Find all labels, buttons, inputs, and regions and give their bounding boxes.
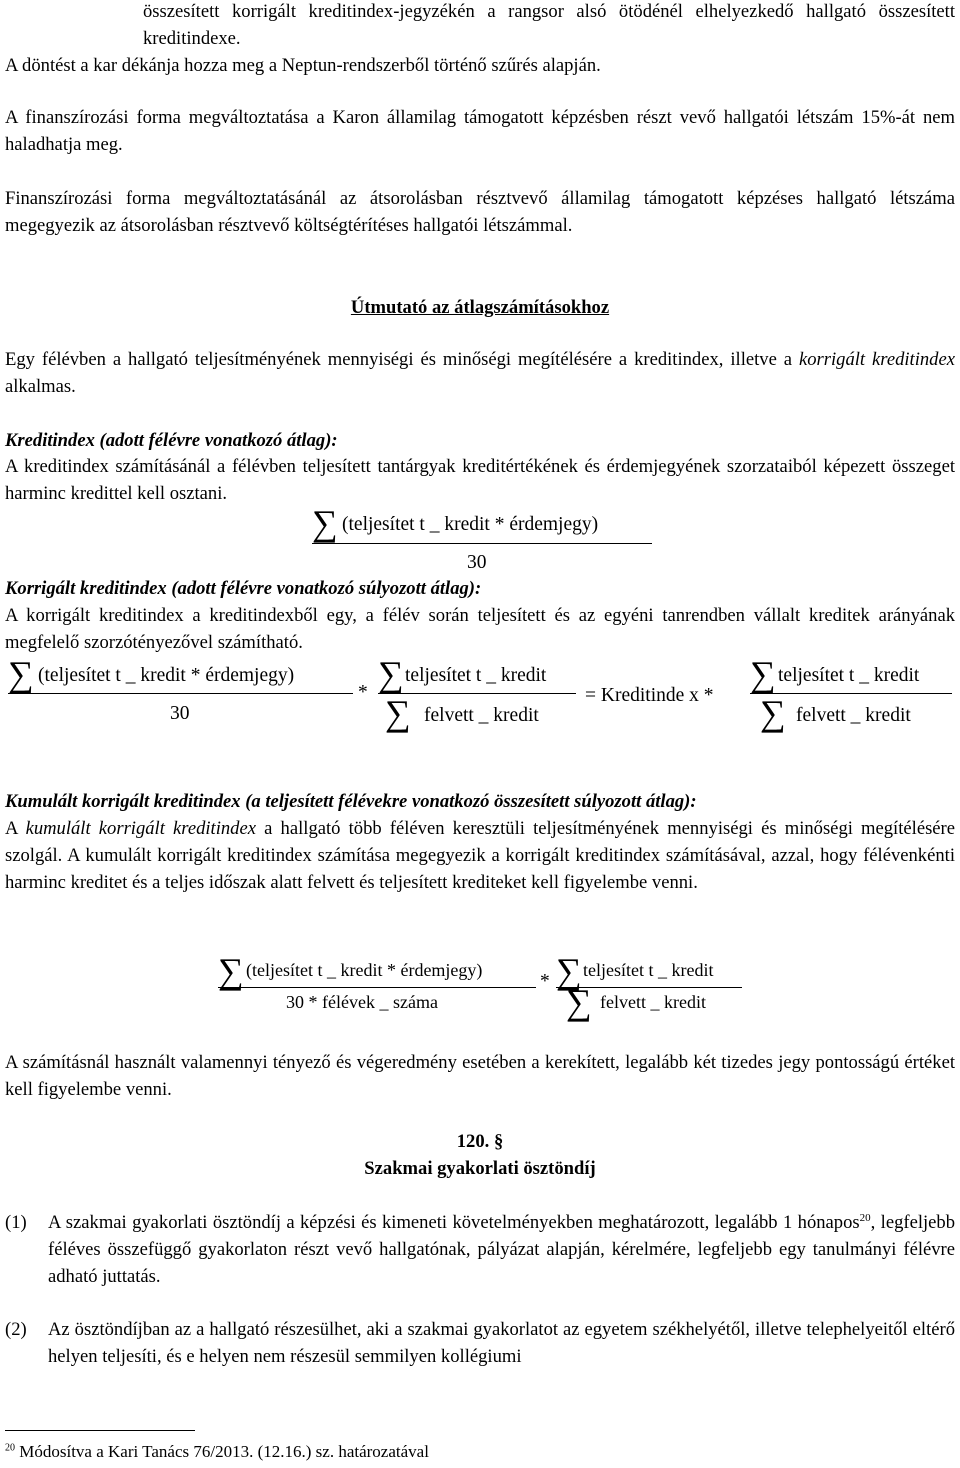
paragraph-kreditindex: A kreditindex számításánál a félévben teljesített tantárgyak kreditértékének és érdemjegyének szorzataiból képezett összeget harminc kredittel kell osztani. <box>5 456 955 504</box>
paragraph-decision: A döntést a kar dékánja hozza meg a Neptun-rendszerből történő szűrés alapján. <box>5 55 601 76</box>
times-operator: * <box>358 682 368 703</box>
formula-denominator: 30 * félévek _ száma <box>286 992 438 1012</box>
heading-kumulalt: Kumulált korrigált kreditindex (a teljesített félévekre vonatkozó összesített súlyozott átlag): <box>5 791 697 812</box>
formula-denominator: felvett _ kredit <box>796 705 911 726</box>
footnote-ref[interactable]: 20 <box>859 1211 871 1224</box>
footnote <box>5 1440 955 1464</box>
item-2: Az ösztöndíjban az a hallgató részesülhet, aki a szakmai gyakorlatot az egyetem székhelyétől, illetve telephelyeitől eltérő helyen teljesíti, és e helyen nem részesül semmilyen kollégiumi <box>48 1319 955 1367</box>
formula-numerator: (teljesítet t _ kredit * érdemjegy) <box>246 960 483 980</box>
paragraph-ranking: összesített korrigált kreditindex-jegyzékén a rangsor alsó ötödénél elhelyezkedő hallgató összesített kreditindexe. <box>143 1 955 49</box>
item-1 <box>48 1209 955 1290</box>
item-1-continuation: , legfeljebb féléves összefüggő gyakorlaton részt vevő hallgatónak, pályázat alapján, kérelmére, legfeljebb egy tanulmányi félévre adható juttatás. <box>48 1212 956 1287</box>
formula-numerator: teljesítet t _ kredit <box>583 960 714 980</box>
equals-kreditindex: = Kreditinde x * <box>585 685 714 706</box>
footnote-text: Módosítva a Kari Tanács 76/2013. (12.16.) sz. határozatával <box>19 1442 429 1461</box>
fraction-bar <box>312 543 652 544</box>
item-number: (2) <box>5 1319 27 1340</box>
paragraph-korrigalt: A korrigált kreditindex a kreditindexből egy, a félév során teljesített és az egyéni tanrendben vállalt kreditek arányának megfelelő szorzótényezővel számítható. <box>5 605 955 653</box>
times-operator: * <box>540 971 550 992</box>
sum-symbol: ∑ <box>760 693 786 733</box>
item-number: (1) <box>5 1212 27 1233</box>
sum-symbol: ∑ <box>750 654 776 694</box>
sum-symbol: ∑ <box>385 693 411 733</box>
paragraph-funding-change: Finanszírozási forma megváltoztatásánál az átsorolásban résztvevő államilag támogatott képzéses hallgató létszáma megegyezik az átsorolásban résztvevő költségtérítéses hallgatói létszámmal. <box>5 188 955 236</box>
section-number: 120. § <box>456 1131 504 1152</box>
guide-heading <box>5 294 955 321</box>
formula-denominator: felvett _ kredit <box>600 992 706 1012</box>
guide-title: Útmutató az átlagszámításokhoz <box>350 297 610 318</box>
sum-symbol: ∑ <box>218 951 244 991</box>
sum-symbol: ∑ <box>556 951 582 991</box>
footnote-separator <box>5 1430 195 1431</box>
formula-numerator: (teljesítet t _ kredit * érdemjegy) <box>38 665 295 686</box>
formula-denominator: 30 <box>467 552 487 573</box>
sum-symbol: ∑ <box>312 503 338 543</box>
formula-denominator: 30 <box>170 703 190 724</box>
sum-symbol: ∑ <box>566 982 592 1022</box>
paragraph-rounding: A számításnál használt valamennyi tényező és végeredmény esetében a kerekített, legalább két tizedes jegy pontosságú értéket kell figyelembe venni. <box>5 1052 955 1100</box>
kumulalt-text: a hallgató több féléven keresztüli teljesítményének mennyiségi és minőségi megítélésére szolgál. A kumulált korrigált kreditindex számítása megegyezik a korrigált kreditindex számításával, azzal, hogy félévenkénti harminc kreditet és a teljes időszak alatt felvett és teljesített krediteket kell figyelembe venni. <box>5 818 955 893</box>
intro-text: Egy félévben a hallgató teljesítményének mennyiségi és minőségi megítélésére a kreditindex, illetve a <box>5 349 793 370</box>
item-1-text: A szakmai gyakorlati ösztöndíj a képzési és kimeneti követelményekben meghatározott, legalább 1 hónapos <box>48 1212 860 1233</box>
kumulalt-lead: A <box>5 818 18 839</box>
paragraph-kumulalt <box>5 815 955 896</box>
paragraph-intro <box>5 346 955 400</box>
section-title: Szakmai gyakorlati ösztöndíj <box>364 1158 596 1179</box>
footnote-number: 20 <box>5 1442 15 1454</box>
formula-numerator: teljesítet t _ kredit <box>778 665 920 686</box>
sum-symbol: ∑ <box>8 654 34 694</box>
formula-denominator: felvett _ kredit <box>424 705 539 726</box>
paragraph-funding-limit: A finanszírozási forma megváltoztatása a Karon államilag támogatott képzésben részt vevő hallgatói létszám 15%-át nem haladhatja meg. <box>5 107 955 155</box>
formula-numerator: teljesítet t _ kredit <box>405 665 547 686</box>
intro-italic-term: korrigált kreditindex <box>798 349 955 370</box>
heading-korrigalt: Korrigált kreditindex (adott félévre vonatkozó súlyozott átlag): <box>5 578 482 599</box>
fraction-bar <box>218 987 536 988</box>
sum-symbol: ∑ <box>378 654 404 694</box>
heading-kreditindex: Kreditindex (adott félévre vonatkozó átlag): <box>5 430 338 451</box>
intro-tail: alkalmas. <box>5 376 76 397</box>
kumulalt-italic-term: kumulált korrigált kreditindex <box>25 818 256 839</box>
fraction-bar <box>8 693 353 694</box>
formula-numerator: (teljesítet t _ kredit * érdemjegy) <box>342 514 599 535</box>
